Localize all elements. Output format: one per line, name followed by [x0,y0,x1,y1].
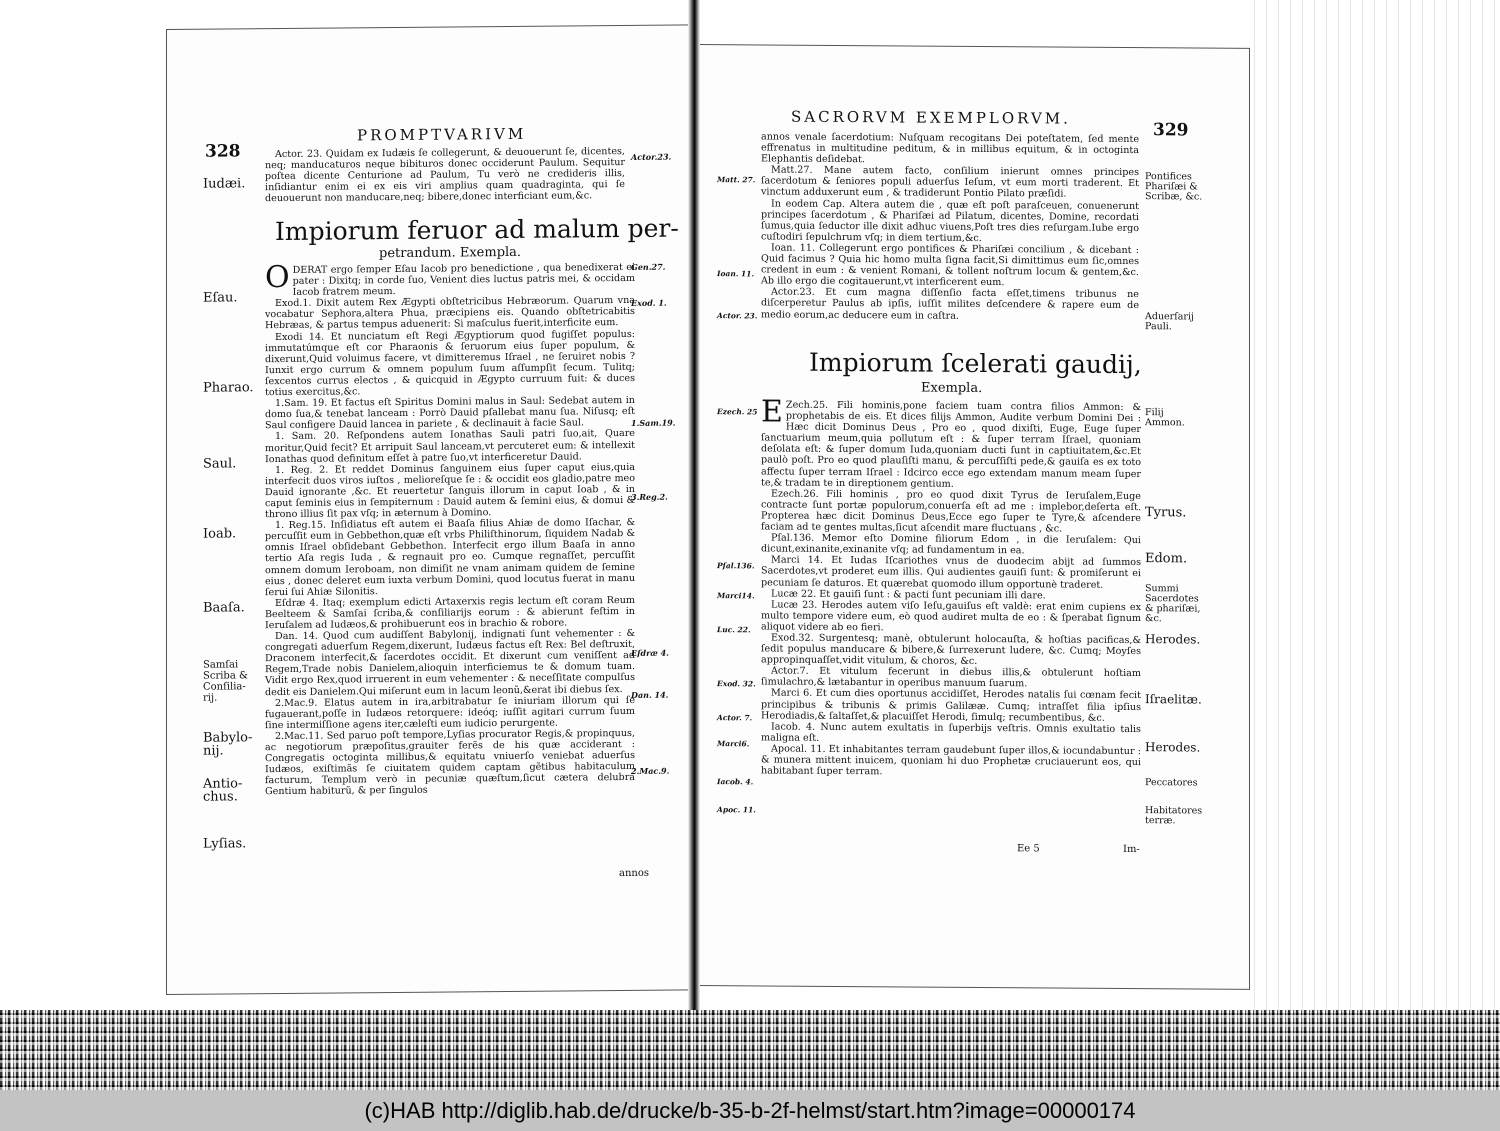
margin-ref: Actor.23. [631,151,672,162]
margin-note: Peccatores [1145,777,1198,789]
margin-name: Babylo-nij. [203,730,253,759]
left-body-text: ODERAT ergo ſemper Eſau Iacob pro benedictione , qua benedixerat ei pater : Dixitq; in corde ſuo, Venient dies luctus patris mei, & occidam Iacob fratrem meum. Exod.1. Dixit autem Rex Ægypti obſtetricibus Hebræorum. Quarum vna vocabatur Sephora,altera Phua, præcipiens eis. Quando obſtetricabitis Hebræas, & partus tempus aduenerit: Si maſculus fuerit,interficite eum. Exodi 14. Et nunciatum eſt Regi Ægyptiorum quod fugiſſet populus: immutatúmque eſt cor Pharaonis & ſeruorum eius ſuper populum, & dixerunt,Quid voluimus facere, vt dimitteremus Iſrael , ne ſeruiret nobis ? Iunxit ergo currum & omnem populum ſuum aſſumpſit ſecum. Tulitq; ſexcentos currus electos , & quicquid in Ægypto curruum fuit: & duces totius exercitus,&c. 1.Sam. 19. Et factus eſt Spiritus Domini malus in Saul: Sedebat autem in domo ſua,& tenebat lanceam : Porrò Dauid pſallebat manu ſua. Niſusq; eſt Saul configere Dauid lancea in pariete , & declinauit à facie Saul. 1. Sam. 20. Reſpondens autem Ionathas Sauli patri ſuo,ait, Quare moritur,Quid fecit? Et arripuit Saul lanceam,vt percuteret eum: & intellexit Ionathas quod definitum eſſet à patre ſuo,vt interficeretur Dauid. 1. Reg. 2. Et reddet Dominus ſanguinem eius ſuper caput eius,quia interfecit duos viros iuſtos , melioreſque ſe : & occidit eos gladio,patre meo Dauid ignorante ,&c. Et reuertetur ſanguis illorum in caput Ioab , & in caput ſeminis eius in ſempiternum : Dauid autem & ſemini eius, & domui & throno illius ſit pax vſq; in æternum à Domino. 1. Reg.15. Inſidiatus eſt autem ei Baaſa filius Ahiæ de domo Iſachar, & percuſſit eum in Gebbethon,quæ eſt vrbs Philiſthinorum, ſiquidem Nadab & omnis Iſrael obſidebant Gebbethon. Interfecit ergo illum Baaſa in anno tertio Aſa regis Iuda , & regnauit pro eo. Cumque regnaſſet, percuſſit omnem domum Ieroboam, non dimiſit ne vnam animam quidem de ſemine eius , donec deleret eum iuxta verbum Domini, quod locutus fuerat in manu ſerui ſui Ahiæ Silonitis. Eſdræ 4. Itaq; exemplum edicti Artaxerxis regis lectum eſt coram Reum Beelteem & Samſai ſcriba,& conſiliarijs eorum : & abierunt feſtim in Ieruſalem ad Iudæos,& prohibuerunt eos in brachio & robore. Dan. 14. Quod cum audiſſent Babylonij, indignati ſunt vehementer : & congregati aduerſum Regem,dixerunt, Iudæus factus eſt Rex: Bel deſtruxit, Draconem interfecit,& ſacerdotes occidit. Et dixerunt cum veniſſent ad Regem,Trade nobis Danielem,alioquin interficiemus te & domum tuam. Vidit ergo Rex,quod irruerent in eum vehementer : & neceſſitate compulſus dedit eis Danielem.Qui miſerunt eum in lacum leonũ,&erat ibi diebus ſex. 2.Mac.9. Elatus autem in ira,arbitrabatur ſe iniuriam illorum qui ſe fugauerant,poſſe in Iudæos retorquere: ideóq; iuſſit agitari currum ſuum ſine intermiſſione agens iter,cæleſti eum iudicio perurgente. 2.Mac.11. Sed paruo poſt tempore,Lyſias procurator Regis,& propinquus, ac negotiorum præpoſitus,grauiter ferẽs de his quæ acciderant : Congregatis octoginta millibus,& equitatu vniuerſo veniebat aduerſus Iudæos, exiſtimãs ſe ciuitatem quidem captam gẽtibus habitaculum facturum, Templum verò in pecuniæ quæſtum,ſicut cætera delubra Gentium habiturũ, & per ſingulos [265,259,635,798]
margin-ref: Dan. 14. [631,689,669,700]
margin-ref: Actor. 23. [717,311,758,321]
margin-note: Herodes. [1145,632,1201,647]
left-catchword: annos [619,867,649,880]
margin-ref: Marci6. [717,739,750,749]
margin-ref: Gen.27. [631,261,666,272]
dropcap-e: E [761,394,783,430]
margin-note: Herodes. [1145,740,1201,755]
right-catchword: Im- [1123,843,1140,856]
margin-note: Edom. [1145,551,1188,567]
margin-name: Iudæi. [203,176,246,192]
margin-ref: Iacob. 4. [717,777,754,787]
margin-name: Ioab. [203,526,237,542]
margin-ref: Pſal.136. [717,561,755,571]
margin-note: Summi Sacerdotes & phariſæi, &c. [1145,583,1201,625]
margin-ref: Marci14. [717,591,755,601]
margin-ref: Apoc. 11. [717,805,756,815]
left-section-subheading: petrandum. Exempla. [379,244,522,262]
margin-ref: Eſdræ 4. [631,647,669,658]
margin-ref: Exod. 32. [717,679,756,689]
book-gutter [688,0,700,1010]
margin-name: Saul. [203,456,237,472]
margin-ref: 2.Mac.9. [631,765,670,776]
dropcap-o: O [265,259,290,296]
right-body-bottom: E Zech.25. Fili hominis,pone faciem tuam contra filios Ammon: & prophetabis de eis. Et dices filijs Ammon, Audite verbum Domini Dei : Hæc dicit Dominus Deus , Pro eo , quod dixiſti, Euge, Euge ſuper ſanctuarium meum,quia pollutum eſt : & ſuper terram Iſrael, quoniam deſolata eſt: & ſuper domum Iuda,quoniam ducti ſunt in captiuitatem,&c.Et paulò poſt. Pro eo quod plauſiſti manu, & percuſſiſti pede,& gauiſa es ex toto affectu ſuper terram Iſrael : Idcirco ecce ego extendam manum meam ſuper te,& tradam te in direptionem gentium. Ezech.26. Fili hominis , pro eo quod dixit Tyrus de Ieruſalem,Euge contracte ſunt portæ populorum,conuerſa eſt ad me : implebor,deſerta eſt. Propterea hæc dicit Dominus Deus,Ecce ego ſuper te Tyre,& aſcendere faciam ad te gentes multas,ſicut aſcendit mare fluctuans , &c. Pſal.136. Memor eſto Domine filiorum Edom , in die Ieruſalem: Qui dicunt,exinanite,exinanite vſq; ad fundamentum in ea. Marci 14. Et Iudas Iſcariothes vnus de duodecim abijt ad ſummos Sacerdotes,vt proderet eum illis. Qui audientes gauiſi ſunt: & promiſerunt ei pecuniam ſe daturos. Et quærebat quomodo illum opportunè traderet. Lucæ 22. Et gauiſi ſunt : & pacti ſunt pecuniam illi dare. Lucæ 23. Herodes autem viſo Ieſu,gauiſus eſt valdè: erat enim cupiens ex multo tempore videre eum, eò quod audiret multa de eo : & ſperabat ſignum aliquot videre ab eo fieri. Exod.32. Surgentesq; manè, obtulerunt holocauſta, & hoſtias pacificas,& ſedit populus manducare & bibere,& ſurrexerunt ludere, &c. Cumq; Moyſes appropinquaſſet,vidit vitulum, & choros, &c. Actor.7. Et vitulum fecerunt in diebus illis,& obtulerunt hoſtiam ſimulachro,& lætabantur in operibus manuum ſuarum. Marci 6. Et cum dies oportunus accidiſſet, Herodes natalis ſui cœnam fecit principibus & tribunis & primis Galilææ. Cumq; intraſſet filia ipſius Herodiadis,& ſaltaſſet,& placuiſſet Herodi, ſimulq; recumbentibus, &c. Iacob. 4. Nunc autem exultatis in ſuperbijs veſtris. Omnis exultatio talis maligna eſt. Apocal. 11. Et inhabitantes terram gaudebunt ſuper illos,& iocundabuntur : & munera mittent inuicem, quoniam hi duo Prophetæ cruciauerunt eos, qui habitabant ſuper terram. [761,394,1141,778]
credit-bar [0,1090,1500,1131]
right-page [699,45,1249,989]
scan-noise-overlay [0,1010,1500,1090]
left-page [167,25,692,994]
margin-ref: Ezech. 25 [717,407,758,417]
margin-name: Eſau. [203,290,238,306]
margin-name: Samſai Scriba & Conſilia-rij. [203,659,248,704]
margin-note: Tyrus. [1145,505,1187,521]
right-page-number: 329 [1153,120,1189,141]
margin-ref: Luc. 22. [717,625,751,635]
margin-note: Pontifices Phariſæi & Scribæ, &c. [1145,171,1203,203]
right-body-top: annos venale ſacerdotium: Nuſquam recogitans Dei poteſtatem, ſed mente effrenatus in multitudine peditum, & in millibus equitum, & in octoginta Elephantis deſidebat. Matt.27. Mane autem facto, conſilium inierunt omnes principes ſacerdotum & ſeniores populi aduerſus Ieſum, vt eum morti traderent. Et vinctum adduxerunt eum , & tradiderunt Pontio Pilato præſidi. In eodem Cap. Altera autem die , quæ eſt poſt paraſceuen, conuenerunt principes ſacerdotum , & Phariſæi ad Pilatum, dicentes, Domine, recordati ſumus,quia ſeductor ille dixit adhuc viuens,Poſt tres dies reſurgam.Iube ergo cuſtodiri ſepulchrum vſq; in diem tertium,&c. Ioan. 11. Collegerunt ergo pontifices & Phariſæi concilium , & dicebant : Quid facimus ? Quia hic homo multa ſigna facit,Si dimittimus eum ſic,omnes credent in eum : & venient Romani, & tollent noſtrum locum & gentem,&c. Ab illo ergo die cogitauerunt,vt interficerent eum. Actor.23. Et cum magna diſſenſio facta eſſet,timens tribunus ne diſcerperetur Paulus ab ipſis, iuſſit milites deſcendere & rapere eum de medio eorum,ac deducere eum in caſtra. [761,131,1139,322]
margin-ref: Exod. 1. [631,297,667,308]
margin-ref: 1.Sam.19. [631,417,676,428]
margin-name: Pharao. [203,380,254,396]
margin-name: Lyſias. [203,836,247,852]
right-running-head: SACRORVM EXEMPLORVM. [791,107,1071,128]
right-section-heading: Impiorum ſcelerati gaudij, [809,347,1142,380]
margin-name: Baaſa. [203,600,245,616]
margin-ref: Matt. 27. [717,175,756,185]
signature-mark: Ee 5 [1017,843,1040,855]
page-edge-shadow [1248,0,1500,1010]
margin-name: Antio-chus. [203,776,243,805]
right-section-subheading: Exempla. [921,380,983,396]
credit-text: (c)HAB http://diglib.hab.de/drucke/b-35-b-2f-helmst/start.htm?image=00000174 [364,1097,1136,1123]
left-running-head: PROMPTVARIVM [357,124,527,145]
margin-note: Filij Ammon. [1145,407,1185,429]
margin-ref: Ioan. 11. [717,269,755,279]
left-section-heading: Impiorum feruor ad malum per- [275,213,679,247]
margin-note: Aduerſarij Pauli. [1145,311,1194,333]
margin-note: Iſraelitæ. [1145,692,1202,707]
intro-paragraph: Actor. 23. Quidam ex Iudæis ſe collegerunt, & deuouerunt ſe, dicentes, neq; manducaturos neque bibituros donec occiderunt Paulum. Sequitur poſtea dicente Centurione ad Paulum, Tu verò ne credideris illis, inſidiantur enim ei ex eis viri amplius quam quadraginta, qui ſe deuouerunt non manducare,neq; bibere,donec interficiant eum,&c. [265,146,625,205]
margin-ref: Actor. 7. [717,713,753,723]
left-page-number: 328 [205,141,241,162]
margin-note: Habitatores terræ. [1145,805,1203,827]
margin-ref: 3.Reg.2. [631,491,668,502]
